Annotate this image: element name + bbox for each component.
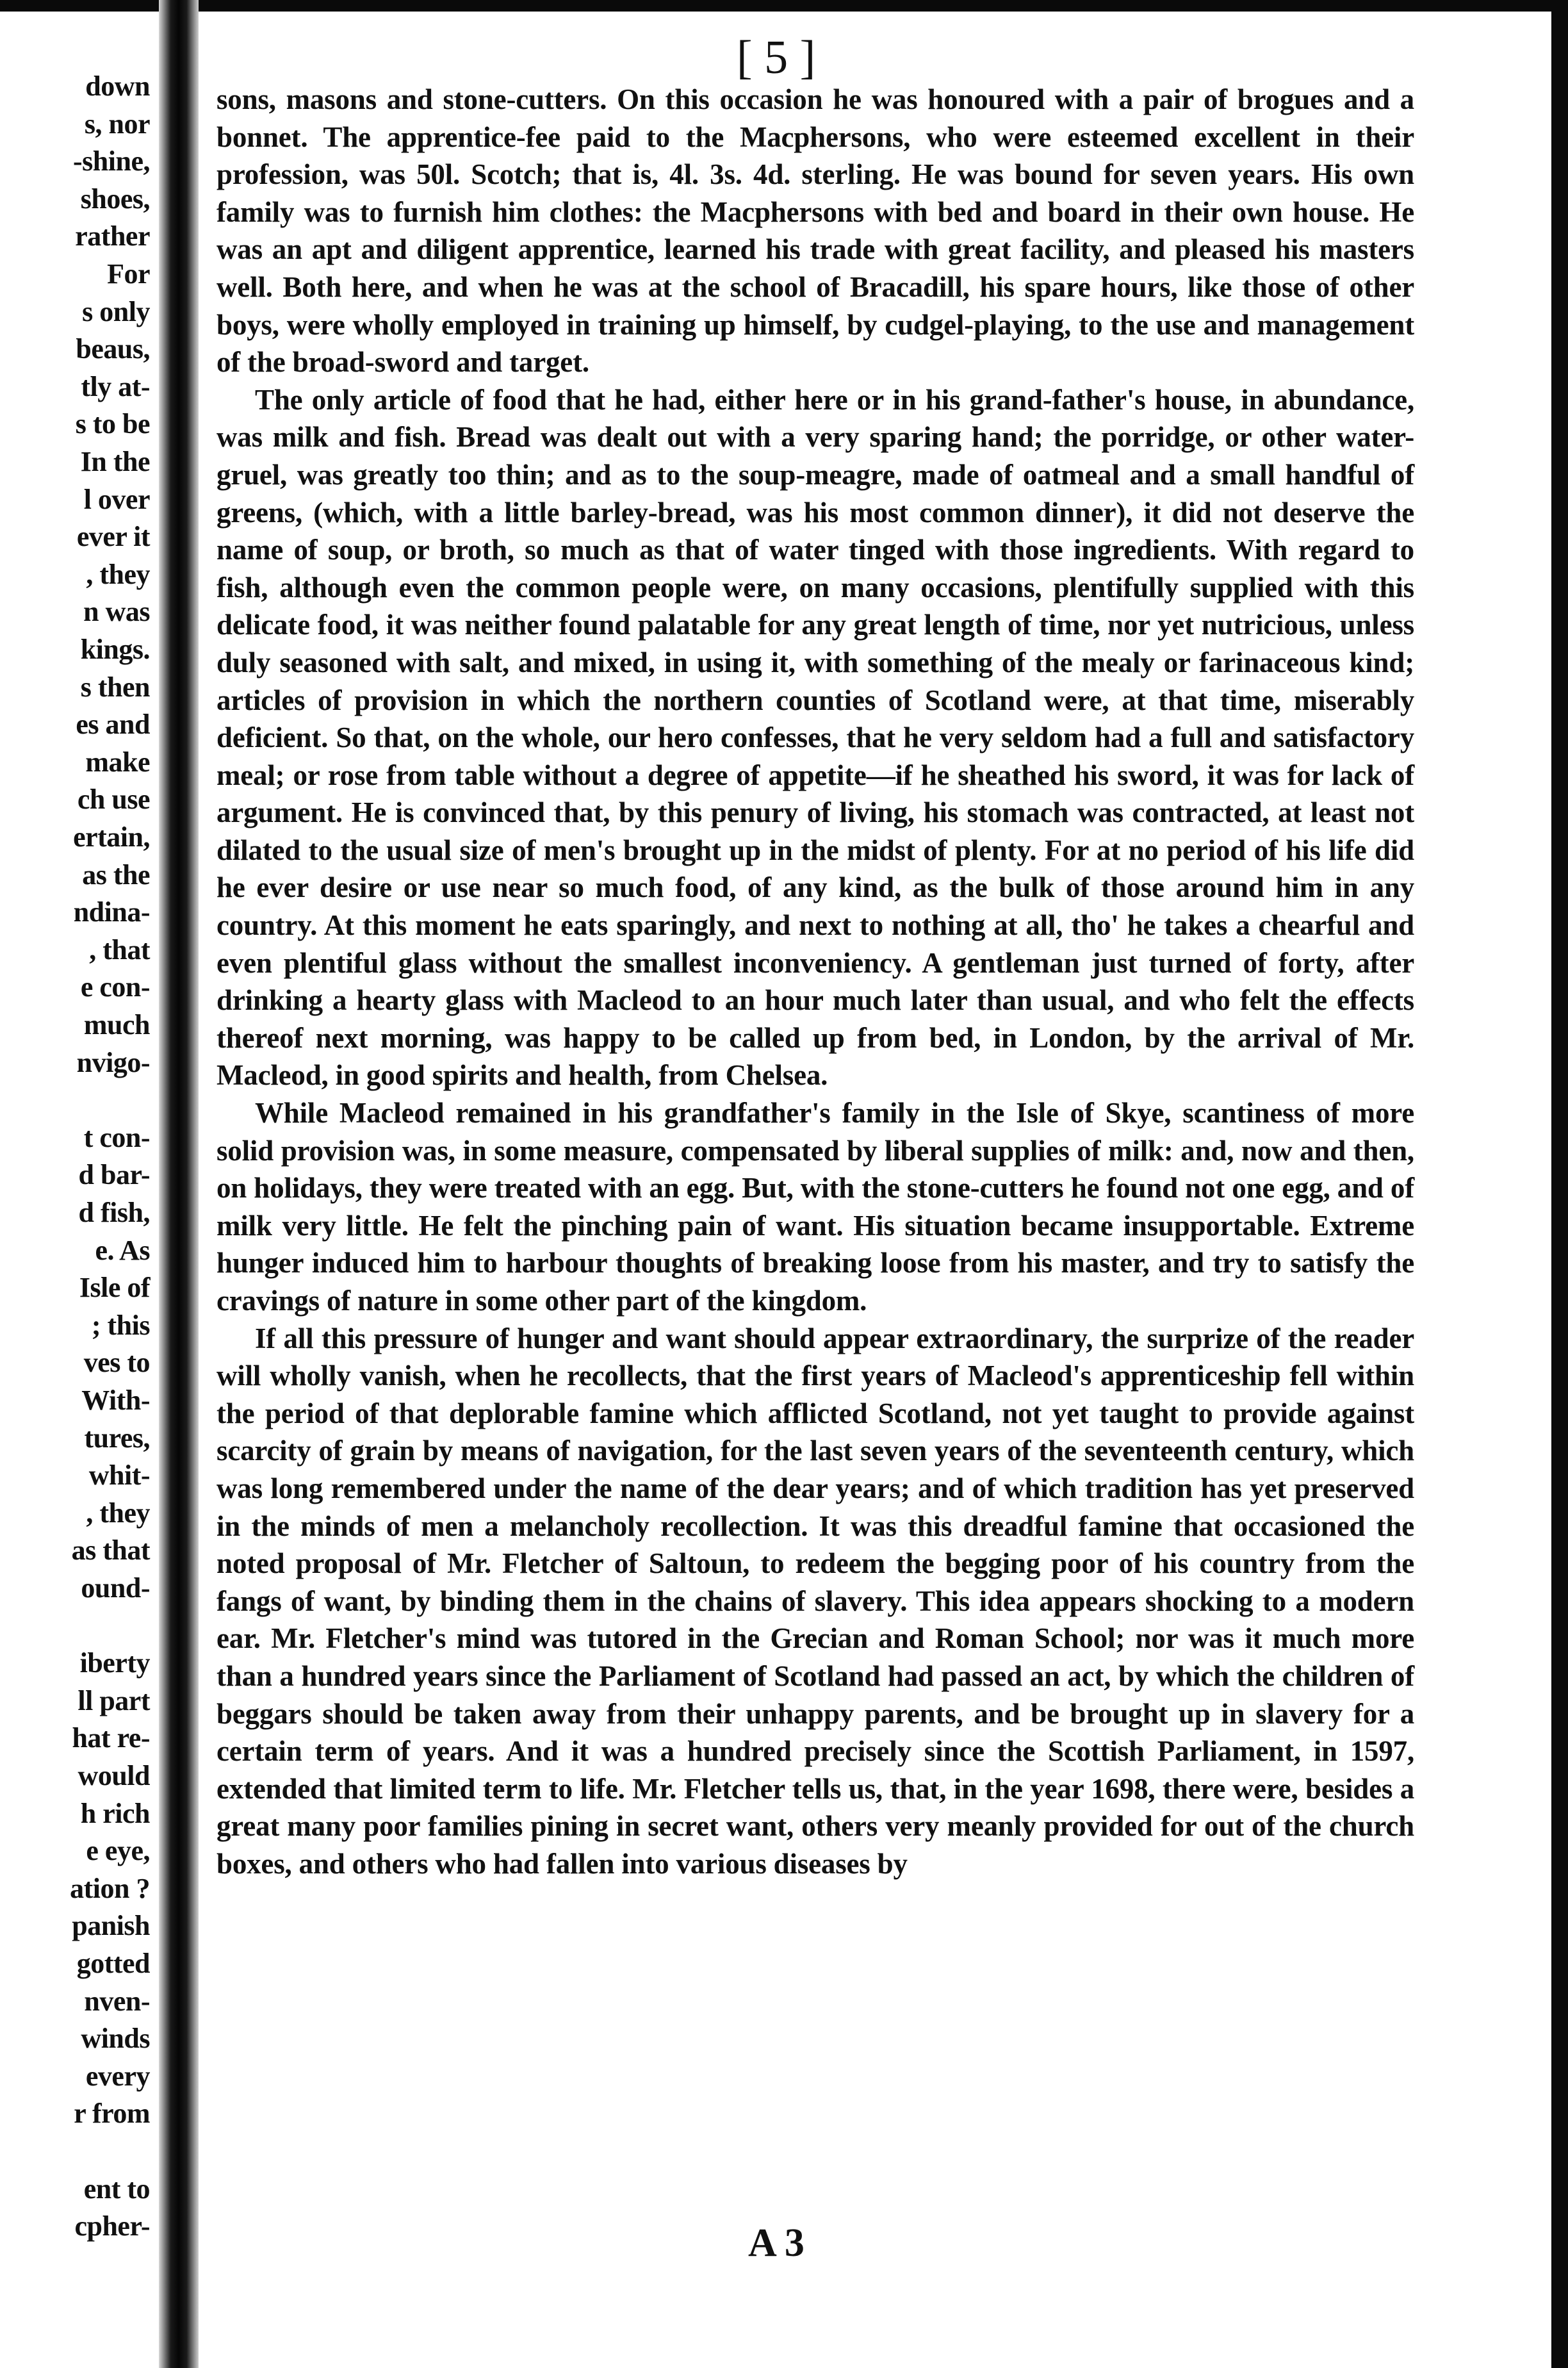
facing-page-line: beaus, bbox=[76, 333, 150, 365]
facing-page-line: ever it bbox=[76, 521, 150, 553]
facing-page-line: hat re- bbox=[72, 1722, 150, 1754]
facing-page-line: , they bbox=[86, 558, 150, 590]
facing-page-line: e. As bbox=[95, 1234, 150, 1266]
page-number: [ 5 ] bbox=[737, 31, 816, 84]
facing-page-line: rather bbox=[75, 220, 150, 252]
paragraph-4: If all this pressure of hunger and want should appear extraordinary, the surprize of the reader will wholly vanish, when he recollects, that the first years of Macleod's apprenticeship fell within the period of that deplorable famine which afflicted Scotland, not yet taught to provide against scarcity of grain by means of navigation, for the last seven years of the seventeenth century, which was long remembered under the name of the dear years; and of which tradition has yet preserved in the minds of men a melancholy recollection. It was this dreadful famine that occasioned the noted proposal of Mr. Fletcher of Saltoun, to redeem the begging poor of his country from the fangs of want, by binding them in the chains of slavery. This idea appears shocking to a modern ear. Mr. Fletcher's mind was tutored in the Grecian and Roman School; nor was it much more than a hundred years since the Parliament of Scotland had passed an act, by which the children of beggars should be taken away from their unhappy parents, and be brought up in slavery for a certain term of years. And it was a hundred precisely since the Scottish Parliament, in 1597, extended that limited term to life. Mr. Fletcher tells us, that, in the year 1698, there were, besides a great many poor families pining in secret want, others very meanly provided for out of the church boxes, and others who had fallen into various diseases by bbox=[216, 1322, 1414, 1880]
facing-page-line: es and bbox=[76, 709, 150, 741]
facing-page-line: tly at- bbox=[81, 370, 150, 402]
facing-page-line: ertain, bbox=[73, 821, 150, 853]
facing-page-line: every bbox=[85, 2060, 150, 2092]
facing-page-line: , that bbox=[89, 933, 150, 966]
facing-page-line: make bbox=[85, 746, 150, 778]
facing-page-line: With- bbox=[81, 1385, 150, 1416]
book-gutter bbox=[159, 0, 199, 2368]
facing-page-line: d bar- bbox=[78, 1159, 150, 1191]
facing-page-line: In the bbox=[80, 446, 150, 477]
facing-page-line: shoes, bbox=[80, 183, 150, 215]
facing-page-line: -shine, bbox=[73, 145, 150, 177]
facing-page-line: ll part bbox=[78, 1684, 150, 1716]
facing-page-line: ; this bbox=[91, 1309, 150, 1341]
facing-page-line: ch use bbox=[77, 784, 150, 816]
facing-page-line: n was bbox=[83, 596, 150, 628]
facing-page-line: ound- bbox=[81, 1572, 150, 1604]
facing-page-line: Isle of bbox=[79, 1272, 150, 1304]
facing-page-line: s then bbox=[80, 671, 150, 703]
facing-page-fragment bbox=[0, 26, 159, 2306]
facing-page-line: e eye, bbox=[86, 1835, 150, 1867]
paragraph-2: The only article of food that he had, either here or in his grand-father's house, in abundance, was milk and fish. Bread was dealt out with a very sparing hand; the porridge, or other water-gruel, was greatly too thin; and as to the soup-meagre, made of oatmeal and a small handful of greens, (which, with a little barley-bread, was his most common dinner), it did not deserve the name of soup, or broth, so much as that of water tinged with those ingredients. With regard to fish, although even the common people were, on many occasions, plentifully supplied with this delicate food, it was neither found palatable for any great length of time, nor yet nutricious, unless duly seasoned with salt, and mixed, in using it, with something of the mealy or farinaceous kind; articles of provision in which the northern counties of Scotland were, at that time, miserably deficient. So that, on the whole, our hero confesses, that he very seldom had a full and satisfactory meal; or rose from table without a degree of appetite—if he sheathed his sword, it was for lack of argument. He is convinced that, by this penury of living, his stomach was contracted, at least not dilated to the usual size of men's brought up in the midst of plenty. For at no period of his life did he ever desire or use near so much food, of any kind, as the bulk of those around him in any country. At this moment he eats sparingly, and next to nothing at all, tho' he takes a chearful and even plentiful glass without the smallest inconveniency. A gentleman just turned of forty, after drinking a hearty glass with Macleod to an hour much later than usual, and who felt the effects thereof next morning, was happy to be called up from bed, in London, by the arrival of Mr. Macleod, in good spirits and health, from Chelsea. bbox=[216, 383, 1414, 1092]
facing-page-line: cpher- bbox=[74, 2210, 150, 2242]
signature-mark: A 3 bbox=[748, 2221, 804, 2265]
facing-page-line: tures, bbox=[84, 1422, 150, 1454]
paragraph-3: While Macleod remained in his grandfather's family in the Isle of Skye, scantiness of more solid provision was, in some measure, compensated by liberal supplies of milk: and, now and then, on holidays, they were treated with an egg. But, with the stone-cutters he found not one egg, and of milk very little. He felt the pinching pain of want. His situation became insupportable. Extreme hunger induced him to harbour thoughts of breaking loose from his master, and try to satisfy the cravings of nature in some other part of the kingdom. bbox=[216, 1097, 1414, 1317]
facing-page-line: e con- bbox=[80, 971, 150, 1003]
facing-page-line: r from bbox=[74, 2098, 150, 2130]
facing-page-line: l over bbox=[83, 483, 150, 515]
facing-page-line: h rich bbox=[80, 1797, 150, 1829]
facing-page-line: ation ? bbox=[70, 1872, 150, 1904]
facing-page-line: down bbox=[85, 70, 150, 102]
page-body bbox=[216, 81, 1414, 1883]
facing-page-line: t con- bbox=[83, 1121, 150, 1153]
facing-page-line: as the bbox=[82, 859, 150, 891]
facing-page-line: panish bbox=[72, 1910, 150, 1942]
facing-page-line: , they bbox=[86, 1497, 150, 1529]
facing-page-line: much bbox=[83, 1009, 150, 1040]
facing-page-line: nvigo- bbox=[76, 1046, 150, 1078]
scan-edge-top bbox=[0, 0, 1568, 12]
facing-page-line: ent to bbox=[83, 2173, 150, 2205]
facing-page-line: as that bbox=[71, 1534, 150, 1566]
facing-page-line: would bbox=[78, 1760, 150, 1791]
facing-page-line: nven- bbox=[84, 1985, 150, 2017]
scan-edge-right bbox=[1551, 0, 1568, 2368]
facing-page-line: s to be bbox=[75, 408, 150, 440]
facing-page-line: winds bbox=[81, 2023, 150, 2055]
facing-page-line: s, nor bbox=[84, 108, 150, 140]
facing-page-line: kings. bbox=[80, 634, 150, 665]
facing-page-line: d fish, bbox=[78, 1197, 150, 1228]
paragraph-1: sons, masons and stone-cutters. On this occasion he was honoured with a pair of brogues and a bonnet. The apprentice-fee paid to the Macphersons, who were esteemed excellent in their profession, was 50l. Scotch; that is, 4l. 3s. 4d. sterling. He was bound for seven years. His own family was to furnish him clothes: the Macphersons with bed and board in their own house. He was an apt and diligent apprentice, learned his trade with great facility, and pleased his masters well. Both here, and when he was at the school of Bracadill, his spare hours, like those of other boys, were wholly employed in training up himself, by cudgel-playing, to the use and management of the broad-sword and target. bbox=[216, 83, 1414, 379]
facing-page-line: ndina- bbox=[73, 896, 150, 928]
facing-page-line: For bbox=[107, 258, 150, 290]
facing-page-line: gotted bbox=[76, 1948, 150, 1979]
facing-page-line: ves to bbox=[83, 1347, 150, 1379]
facing-page-line: whit- bbox=[88, 1459, 150, 1492]
facing-page-line: iberty bbox=[79, 1647, 150, 1679]
facing-page-line: s only bbox=[82, 295, 150, 327]
